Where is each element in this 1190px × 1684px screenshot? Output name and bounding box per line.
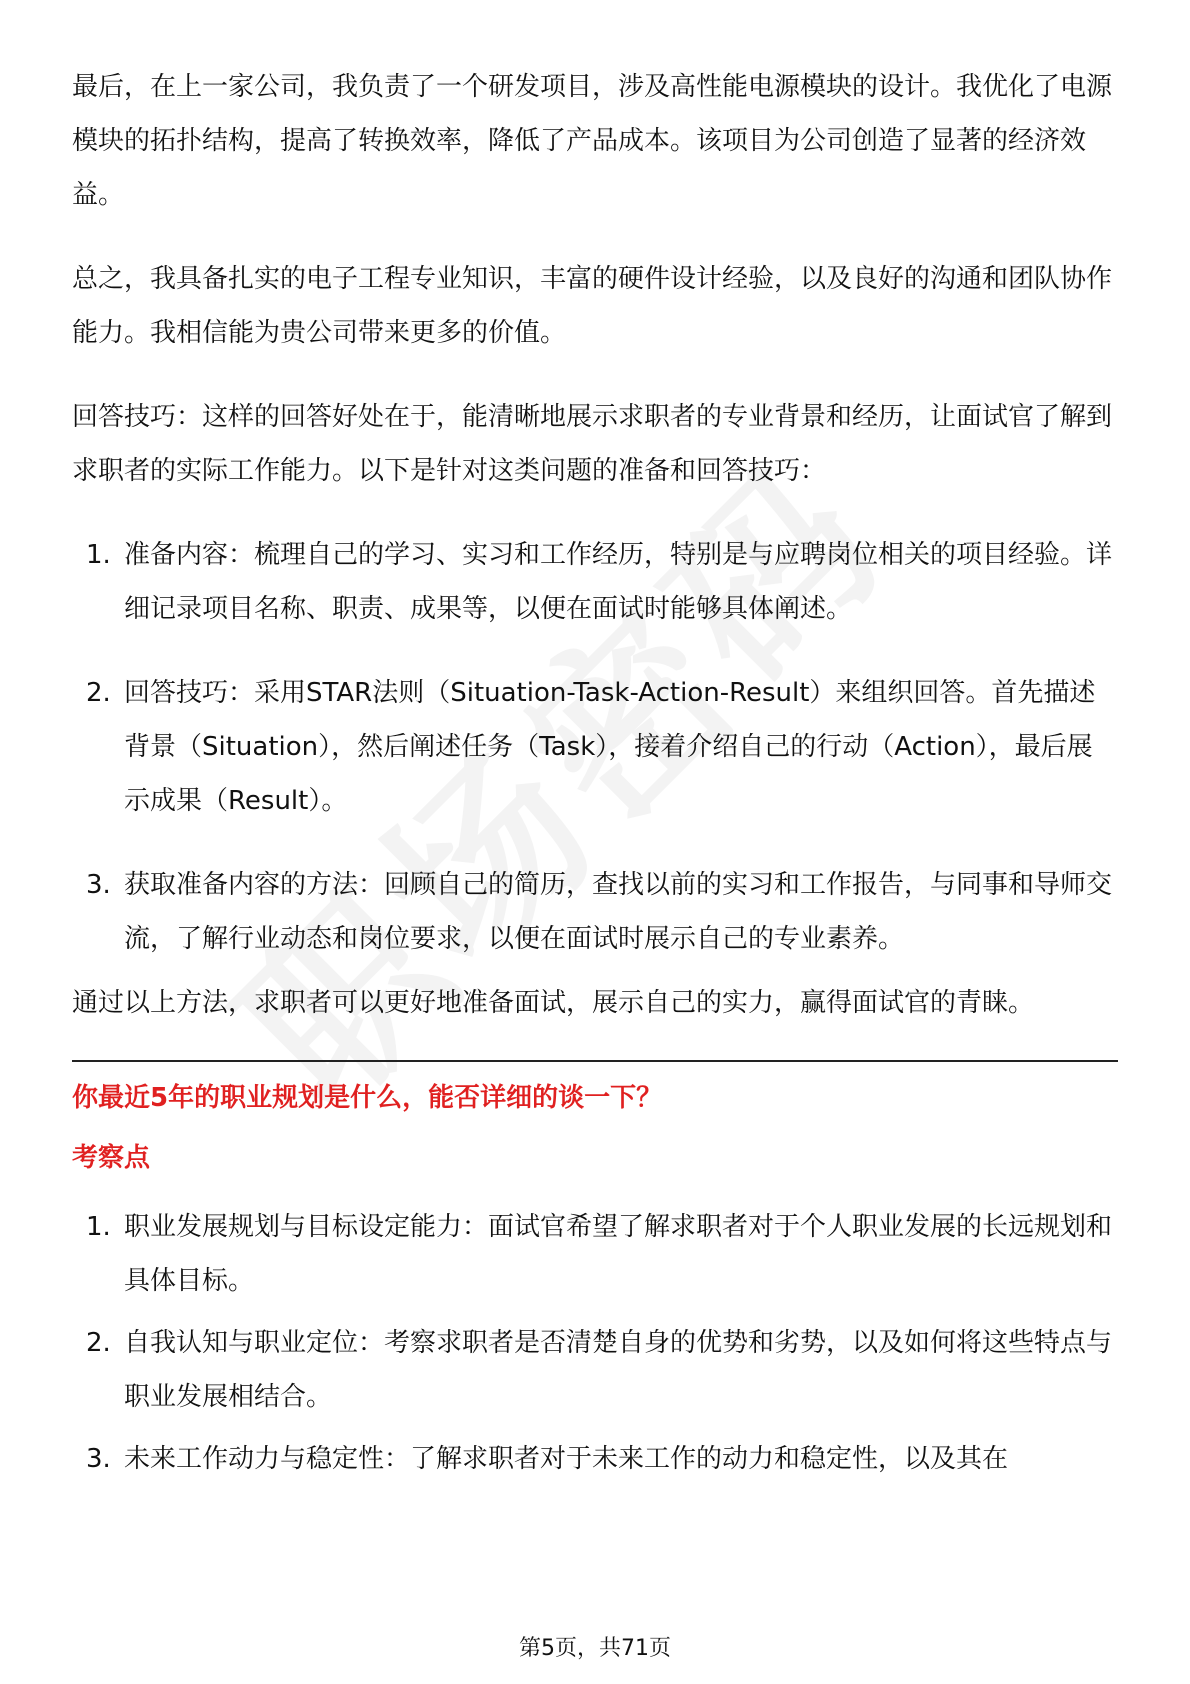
list-text: 准备内容：梳理自己的学习、实习和工作经历，特别是与应聘岗位相关的项目经验。详细记录项目名称、职责、成果等，以便在面试时能够具体阐述。 (124, 540, 1113, 624)
list-number: 3. (86, 870, 111, 900)
list-item (72, 528, 1118, 636)
paragraph-conclusion: 通过以上方法，求职者可以更好地准备面试，展示自己的实力，赢得面试官的青睐。 (72, 988, 1035, 1018)
list-item (72, 1316, 1118, 1424)
list-text: 自我认知与职业定位：考察求职者是否清楚自身的优势和劣势，以及如何将这些特点与职业发展相结合。 (124, 1328, 1113, 1412)
assessment-points-heading: 考察点 (72, 1143, 151, 1173)
list-item (72, 858, 1118, 966)
list-text: 职业发展规划与目标设定能力：面试官希望了解求职者对于个人职业发展的长远规划和具体目标。 (124, 1212, 1113, 1296)
list-item (72, 1432, 1118, 1486)
tips-list (72, 528, 1118, 966)
list-text: 未来工作动力与稳定性：了解求职者对于未来工作的动力和稳定性，以及其在 (124, 1444, 1009, 1474)
list-text: 回答技巧：采用STAR法则（Situation-Task-Action-Result）来组织回答。首先描述背景（Situation），然后阐述任务（Task），接着介绍自己的行动（Action），最后展示成果（Result）。 (124, 678, 1096, 816)
list-item (72, 1200, 1118, 1308)
page-content (72, 60, 1118, 1516)
list-text: 获取准备内容的方法：回顾自己的简历，查找以前的实习和工作报告，与同事和导师交流，了解行业动态和岗位要求，以便在面试时展示自己的专业素养。 (124, 870, 1113, 954)
list-number: 1. (86, 1212, 111, 1242)
list-item (72, 666, 1118, 828)
list-number: 1. (86, 540, 111, 570)
paragraph-summary: 总之，我具备扎实的电子工程专业知识，丰富的硬件设计经验，以及良好的沟通和团队协作能力。我相信能为贵公司带来更多的价值。 (72, 264, 1113, 348)
paragraph-answer-tips: 回答技巧：这样的回答好处在于，能清晰地展示求职者的专业背景和经历，让面试官了解到求职者的实际工作能力。以下是针对这类问题的准备和回答技巧： (72, 402, 1113, 486)
page-footer: 第5页，共71页 (519, 1636, 671, 1661)
list-number: 2. (86, 1328, 111, 1358)
question-heading: 你最近5年的职业规划是什么，能否详细的谈一下？ (72, 1083, 663, 1113)
list-number: 3. (86, 1444, 111, 1474)
section-divider (72, 1060, 1118, 1062)
paragraph-project: 最后，在上一家公司，我负责了一个研发项目，涉及高性能电源模块的设计。我优化了电源模块的拓扑结构，提高了转换效率，降低了产品成本。该项目为公司创造了显著的经济效益。 (72, 72, 1113, 210)
list-number: 2. (86, 678, 111, 708)
assessment-points-list (72, 1200, 1118, 1486)
